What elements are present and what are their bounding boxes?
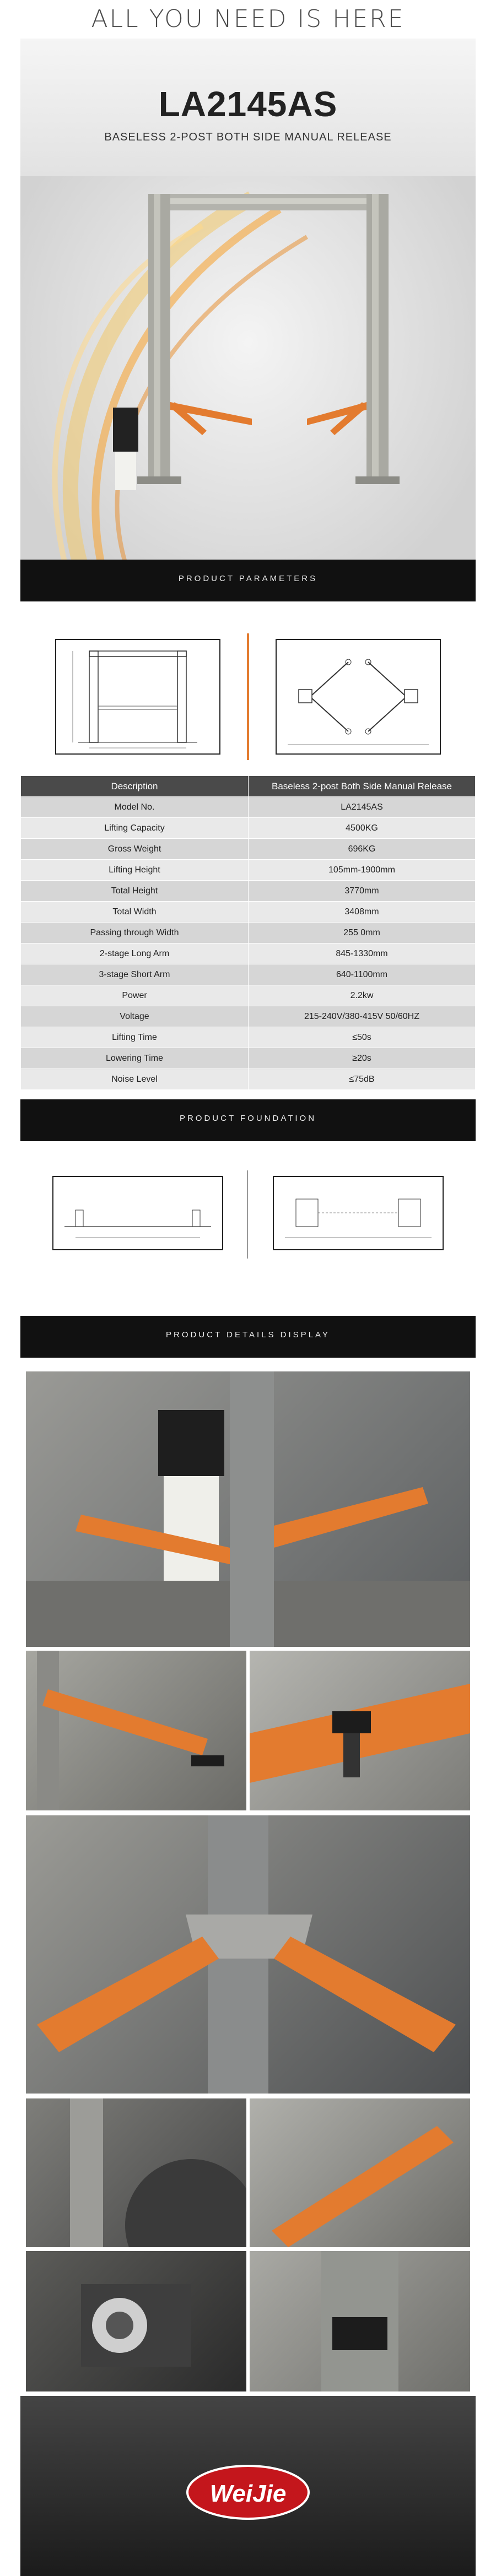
spec-value: 3770mm bbox=[249, 881, 476, 902]
spec-label: Gross Weight bbox=[21, 839, 249, 860]
spec-table bbox=[20, 775, 476, 1090]
detail-photo-arm-left bbox=[26, 1651, 246, 1810]
spec-label: Lifting Time bbox=[21, 1027, 249, 1048]
spec-label: Lifting Height bbox=[21, 860, 249, 881]
detail-photo-arm-pivot bbox=[26, 1815, 470, 2094]
spec-label: Power bbox=[21, 985, 249, 1006]
detail-photo-gear bbox=[26, 2098, 246, 2247]
table-row bbox=[21, 881, 476, 902]
front-view-drawing bbox=[55, 639, 220, 755]
spec-value: 215-240V/380-415V 50/60HZ bbox=[249, 1006, 476, 1027]
section-bar-foundation bbox=[20, 1099, 476, 1141]
table-row bbox=[21, 818, 476, 839]
spec-label: Total Width bbox=[21, 902, 249, 923]
svg-text:WeiJie: WeiJie bbox=[209, 2480, 287, 2507]
section-title-parameters: PRODUCT PARAMETERS bbox=[178, 574, 318, 583]
table-row bbox=[21, 902, 476, 923]
spec-label: Noise Level bbox=[21, 1069, 249, 1090]
table-row bbox=[21, 1006, 476, 1027]
table-row bbox=[21, 1048, 476, 1069]
brand-footer bbox=[20, 2396, 476, 2576]
spec-value: ≤75dB bbox=[249, 1069, 476, 1090]
spec-label: Total Height bbox=[21, 881, 249, 902]
hero-lift-illustration bbox=[20, 176, 476, 592]
spec-value: 2.2kw bbox=[249, 985, 476, 1006]
spec-label: Lowering Time bbox=[21, 1048, 249, 1069]
spec-value: 845-1330mm bbox=[249, 943, 476, 964]
table-row bbox=[21, 943, 476, 964]
detail-photo-pulleys bbox=[26, 2251, 246, 2391]
detail-photo-column-pad bbox=[250, 2251, 470, 2391]
spec-value: 105mm-1900mm bbox=[249, 860, 476, 881]
detail-photo-arm-lock bbox=[250, 2098, 470, 2247]
spec-label: 3-stage Short Arm bbox=[21, 964, 249, 985]
hero-banner bbox=[20, 39, 476, 592]
section-bar-details bbox=[20, 1316, 476, 1358]
hero-header bbox=[20, 39, 476, 176]
section-title-details: PRODUCT DETAILS DISPLAY bbox=[166, 1330, 330, 1339]
spec-value: ≤50s bbox=[249, 1027, 476, 1048]
table-row bbox=[21, 839, 476, 860]
table-row bbox=[21, 985, 476, 1006]
table-row bbox=[21, 797, 476, 818]
spec-label: 2-stage Long Arm bbox=[21, 943, 249, 964]
foundation-top-drawing bbox=[273, 1176, 444, 1250]
foundation-side-drawing bbox=[52, 1176, 223, 1250]
divider-foundation bbox=[247, 1170, 248, 1259]
table-row bbox=[21, 1069, 476, 1090]
table-row bbox=[21, 923, 476, 943]
section-title-foundation: PRODUCT FOUNDATION bbox=[179, 1114, 317, 1123]
detail-photo-power-unit bbox=[26, 1371, 470, 1647]
table-row bbox=[21, 776, 476, 797]
brand-logo bbox=[20, 2396, 476, 2576]
detail-photo-lift-pad bbox=[250, 1651, 470, 1810]
spec-label: Model No. bbox=[21, 797, 249, 818]
spec-value: 255 0mm bbox=[249, 923, 476, 943]
spec-value: LA2145AS bbox=[249, 797, 476, 818]
table-row bbox=[21, 964, 476, 985]
spec-value: 4500KG bbox=[249, 818, 476, 839]
section-bar-parameters bbox=[20, 560, 476, 601]
spec-value: Baseless 2-post Both Side Manual Release bbox=[249, 776, 476, 797]
spec-label: Voltage bbox=[21, 1006, 249, 1027]
spec-value: 696KG bbox=[249, 839, 476, 860]
spec-value: ≥20s bbox=[249, 1048, 476, 1069]
divider-accent bbox=[247, 633, 249, 760]
model-subtitle: BASELESS 2-POST BOTH SIDE MANUAL RELEASE bbox=[104, 131, 392, 143]
spec-label: Lifting Capacity bbox=[21, 818, 249, 839]
table-row bbox=[21, 860, 476, 881]
spec-label: Description bbox=[21, 776, 249, 797]
spec-value: 3408mm bbox=[249, 902, 476, 923]
tagline: ALL YOU NEED IS HERE bbox=[91, 5, 405, 33]
spec-label: Passing through Width bbox=[21, 923, 249, 943]
model-title: LA2145AS bbox=[158, 84, 338, 124]
spec-value: 640-1100mm bbox=[249, 964, 476, 985]
top-view-drawing bbox=[276, 639, 441, 755]
table-row bbox=[21, 1027, 476, 1048]
